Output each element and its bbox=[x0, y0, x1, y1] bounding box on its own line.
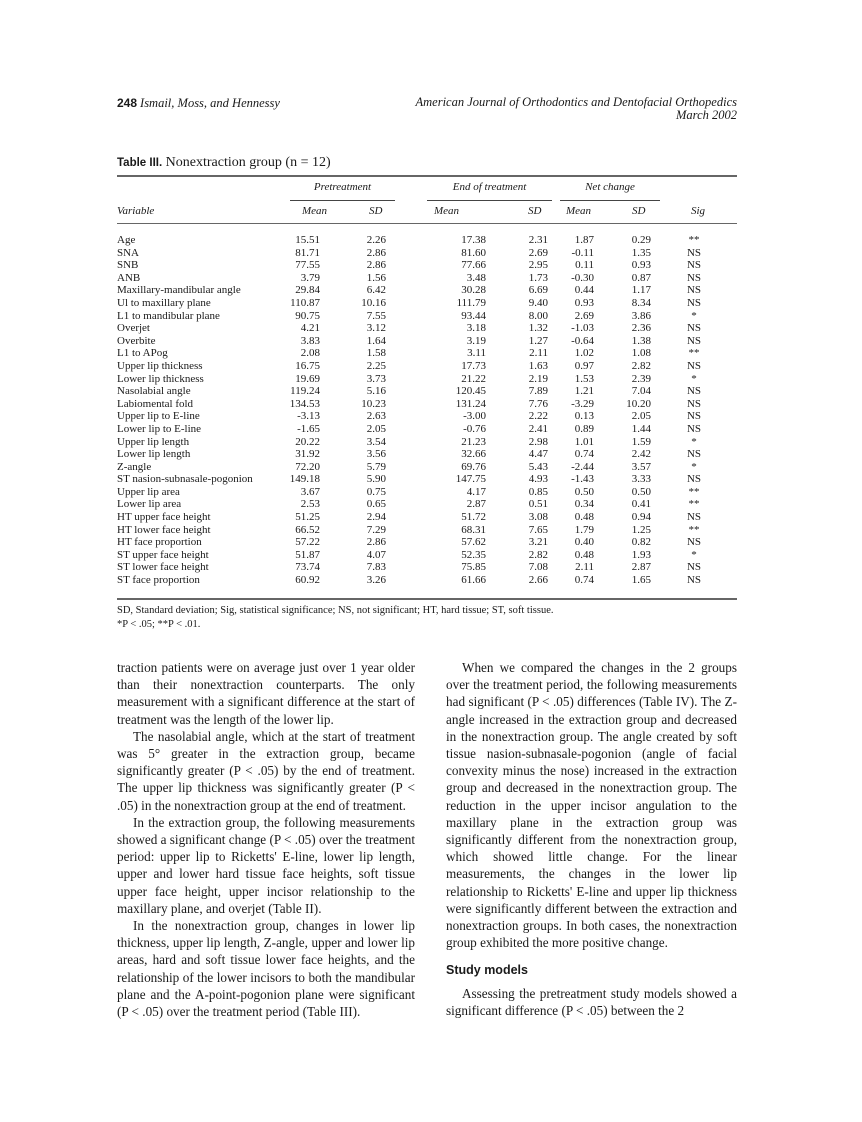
table-row bbox=[117, 549, 737, 562]
cell-end-sd: 1.73 bbox=[528, 271, 548, 284]
cell-sig: * bbox=[691, 435, 697, 448]
cell-pre-sd: 3.73 bbox=[366, 372, 386, 385]
cell-net-sd: 1.38 bbox=[631, 334, 651, 347]
cell-variable: HT lower face height bbox=[117, 523, 211, 536]
cell-variable: Lower lip thickness bbox=[117, 372, 204, 385]
cell-pre-mean: 110.87 bbox=[290, 296, 320, 309]
cell-net-sd: 3.33 bbox=[631, 473, 651, 486]
cell-sig: NS bbox=[686, 536, 702, 549]
cell-variable: Overbite bbox=[117, 334, 156, 347]
cell-sig: NS bbox=[686, 322, 702, 335]
cell-end-mean: 57.62 bbox=[461, 536, 486, 549]
cell-pre-mean: 57.22 bbox=[295, 536, 320, 549]
table-row bbox=[117, 410, 737, 423]
table-row bbox=[117, 461, 737, 474]
cell-pre-mean: 31.92 bbox=[295, 448, 320, 461]
cell-pre-sd: 1.56 bbox=[366, 271, 386, 284]
issue-date: March 2002 bbox=[676, 108, 737, 122]
cell-net-mean: 0.74 bbox=[574, 448, 594, 461]
cell-pre-mean: 20.22 bbox=[295, 435, 320, 448]
table-row bbox=[117, 398, 737, 411]
cell-net-sd: 1.25 bbox=[631, 523, 651, 536]
cell-pre-mean: 4.21 bbox=[300, 322, 320, 335]
cell-end-sd: 0.85 bbox=[528, 485, 548, 498]
cell-net-mean: 1.87 bbox=[574, 234, 594, 246]
cell-pre-sd: 0.65 bbox=[366, 498, 386, 511]
cell-end-mean: 93.44 bbox=[461, 309, 486, 322]
cell-end-sd: 3.08 bbox=[528, 511, 548, 524]
table-row bbox=[117, 335, 737, 348]
cell-end-mean: 3.48 bbox=[466, 271, 486, 284]
cell-pre-mean: 19.69 bbox=[295, 372, 320, 385]
cell-end-sd: 7.65 bbox=[528, 523, 548, 536]
cell-net-sd: 0.94 bbox=[631, 511, 651, 524]
cell-net-mean: 0.89 bbox=[574, 422, 594, 435]
cell-pre-mean: 2.53 bbox=[300, 498, 320, 511]
cell-end-mean: -3.00 bbox=[463, 410, 486, 423]
table-row bbox=[117, 234, 737, 247]
cell-end-mean: 17.73 bbox=[461, 359, 486, 372]
cell-net-mean: -0.64 bbox=[571, 334, 594, 347]
cell-end-sd: 2.41 bbox=[528, 422, 548, 435]
cell-end-mean: 30.28 bbox=[461, 284, 486, 297]
col-header-mean: Mean bbox=[302, 205, 328, 217]
col-header-sd: SD bbox=[632, 205, 646, 217]
cell-end-sd: 2.11 bbox=[529, 347, 548, 360]
cell-pre-mean: 119.24 bbox=[290, 385, 320, 398]
cell-pre-mean: 16.75 bbox=[295, 359, 320, 372]
cell-variable: ST upper face height bbox=[117, 548, 209, 561]
table-caption bbox=[117, 155, 331, 171]
cell-end-sd: 2.19 bbox=[528, 372, 548, 385]
cell-sig: NS bbox=[686, 284, 702, 297]
cell-pre-sd: 0.75 bbox=[366, 485, 386, 498]
journal-name: American Journal of Orthodontics and Dentofacial Orthopedics bbox=[415, 95, 737, 109]
table-row bbox=[117, 498, 737, 511]
cell-variable: L1 to APog bbox=[117, 347, 168, 360]
cell-end-sd: 2.69 bbox=[528, 246, 548, 259]
table-row bbox=[117, 385, 737, 398]
header-rule bbox=[117, 223, 737, 224]
table-row bbox=[117, 436, 737, 449]
group-rule bbox=[290, 200, 395, 201]
col-header-sd: SD bbox=[528, 205, 542, 217]
table-row bbox=[117, 360, 737, 373]
cell-end-sd: 2.22 bbox=[528, 410, 548, 423]
cell-pre-mean: 15.51 bbox=[295, 234, 320, 246]
group-rule bbox=[427, 200, 552, 201]
cell-pre-sd: 5.16 bbox=[366, 385, 386, 398]
cell-end-mean: 69.76 bbox=[461, 460, 486, 473]
cell-pre-mean: 51.87 bbox=[295, 548, 320, 561]
cell-net-mean: 0.34 bbox=[574, 498, 594, 511]
cell-variable: Lower lip to E-line bbox=[117, 422, 202, 435]
col-header-sd: SD bbox=[369, 205, 383, 217]
body-column-left bbox=[117, 659, 415, 1020]
paragraph: In the extraction group, the following measurements showed a significant change (P < .05) over the treatment period: upper lip to Ricketts' E-line, lower lip length, upper and lower hard tissue face heights, soft tissue upper face height, upper incisor relationship to the maxillary plane, and overjet (Table II). bbox=[117, 814, 415, 916]
group-header-end: End of treatment bbox=[452, 181, 527, 193]
cell-sig: NS bbox=[686, 259, 702, 272]
cell-net-sd: 0.87 bbox=[631, 271, 651, 284]
cell-sig: ** bbox=[688, 523, 700, 536]
cell-net-sd: 2.39 bbox=[631, 372, 651, 385]
authors: Ismail, Moss, and Hennessy bbox=[140, 96, 280, 110]
cell-end-sd: 1.27 bbox=[528, 334, 548, 347]
table-bottom-rule bbox=[117, 598, 737, 600]
cell-pre-mean: 3.83 bbox=[300, 334, 320, 347]
cell-sig: NS bbox=[686, 334, 702, 347]
cell-end-sd: 9.40 bbox=[528, 296, 548, 309]
cell-end-mean: 75.85 bbox=[461, 561, 486, 574]
cell-net-mean: 2.69 bbox=[574, 309, 594, 322]
cell-end-sd: 3.21 bbox=[528, 536, 548, 549]
cell-end-mean: 52.35 bbox=[461, 548, 486, 561]
cell-end-sd: 1.32 bbox=[528, 322, 548, 335]
cell-variable: Z-angle bbox=[117, 460, 152, 473]
cell-end-sd: 7.89 bbox=[528, 385, 548, 398]
footnote-abbreviations: SD, Standard deviation; Sig, statistical significance; NS, not significant; HT, hard tissue; ST, soft tissue. bbox=[117, 605, 554, 616]
cell-pre-sd: 5.79 bbox=[366, 460, 386, 473]
cell-net-sd: 7.04 bbox=[631, 385, 651, 398]
cell-net-mean: 1.02 bbox=[574, 347, 594, 360]
cell-net-sd: 3.86 bbox=[631, 309, 651, 322]
cell-pre-sd: 7.29 bbox=[366, 523, 386, 536]
cell-end-sd: 2.82 bbox=[528, 548, 548, 561]
cell-pre-mean: 149.18 bbox=[289, 473, 320, 486]
cell-end-mean: 32.66 bbox=[461, 448, 486, 461]
footnote-significance: *P < .05; **P < .01. bbox=[117, 619, 201, 630]
cell-end-mean: 4.17 bbox=[466, 485, 486, 498]
cell-pre-mean: 3.79 bbox=[300, 271, 320, 284]
cell-net-sd: 1.59 bbox=[631, 435, 651, 448]
cell-net-sd: 10.20 bbox=[626, 397, 651, 410]
cell-variable: Lower lip area bbox=[117, 498, 182, 511]
cell-pre-sd: 10.23 bbox=[361, 397, 386, 410]
cell-sig: NS bbox=[686, 397, 702, 410]
cell-end-mean: 147.75 bbox=[455, 473, 486, 486]
cell-pre-sd: 2.86 bbox=[366, 259, 386, 272]
cell-pre-sd: 1.64 bbox=[366, 334, 386, 347]
cell-end-sd: 5.43 bbox=[528, 460, 548, 473]
cell-pre-mean: -1.65 bbox=[297, 422, 320, 435]
cell-end-mean: 120.45 bbox=[455, 385, 486, 398]
cell-pre-sd: 3.54 bbox=[366, 435, 386, 448]
cell-variable: SNB bbox=[117, 259, 139, 272]
table-row bbox=[117, 310, 737, 323]
cell-end-mean: 61.66 bbox=[461, 574, 486, 587]
cell-end-mean: 3.11 bbox=[467, 347, 486, 360]
cell-net-mean: 2.11 bbox=[575, 561, 594, 574]
cell-sig: NS bbox=[686, 448, 702, 461]
cell-net-sd: 1.08 bbox=[631, 347, 651, 360]
cell-net-mean: 0.97 bbox=[574, 359, 594, 372]
table-row bbox=[117, 272, 737, 285]
cell-net-mean: -2.44 bbox=[571, 460, 594, 473]
cell-net-sd: 0.29 bbox=[631, 234, 651, 246]
cell-variable: ST nasion-subnasale-pogonion bbox=[117, 473, 253, 486]
cell-pre-mean: 3.67 bbox=[300, 485, 320, 498]
cell-pre-mean: 81.71 bbox=[295, 246, 320, 259]
table-row bbox=[117, 322, 737, 335]
cell-variable: SNA bbox=[117, 246, 140, 259]
cell-sig: * bbox=[691, 372, 697, 385]
table-row bbox=[117, 297, 737, 310]
cell-sig: NS bbox=[686, 422, 702, 435]
table-top-rule bbox=[117, 175, 737, 177]
cell-net-sd: 0.41 bbox=[631, 498, 651, 511]
cell-pre-sd: 2.94 bbox=[366, 511, 386, 524]
cell-net-sd: 1.35 bbox=[631, 246, 651, 259]
cell-net-sd: 2.05 bbox=[631, 410, 651, 423]
cell-end-sd: 7.08 bbox=[528, 561, 548, 574]
cell-net-mean: 1.79 bbox=[574, 523, 594, 536]
cell-net-mean: -1.03 bbox=[571, 322, 594, 335]
cell-variable: HT upper face height bbox=[117, 511, 211, 524]
cell-net-mean: 0.44 bbox=[574, 284, 594, 297]
cell-pre-sd: 2.26 bbox=[366, 234, 386, 246]
cell-end-mean: 51.72 bbox=[461, 511, 486, 524]
cell-variable: Upper lip area bbox=[117, 485, 180, 498]
table-row bbox=[117, 448, 737, 461]
cell-variable: Labiomental fold bbox=[117, 397, 194, 410]
group-rule bbox=[560, 200, 660, 201]
cell-pre-sd: 10.16 bbox=[361, 296, 386, 309]
cell-net-mean: 0.93 bbox=[574, 296, 594, 309]
cell-end-mean: 2.87 bbox=[466, 498, 486, 511]
cell-net-sd: 8.34 bbox=[631, 296, 651, 309]
cell-pre-mean: 77.55 bbox=[295, 259, 320, 272]
cell-pre-sd: 3.26 bbox=[366, 574, 386, 587]
table-row bbox=[117, 511, 737, 524]
cell-sig: ** bbox=[688, 498, 700, 511]
cell-net-sd: 1.44 bbox=[631, 422, 651, 435]
cell-pre-mean: 51.25 bbox=[295, 511, 320, 524]
cell-variable: Overjet bbox=[117, 322, 150, 335]
col-header-variable: Variable bbox=[117, 205, 155, 217]
cell-net-sd: 3.57 bbox=[631, 460, 651, 473]
running-header-right bbox=[416, 96, 738, 122]
cell-variable: Lower lip length bbox=[117, 448, 191, 461]
cell-pre-sd: 2.63 bbox=[366, 410, 386, 423]
cell-net-mean: 1.21 bbox=[574, 385, 594, 398]
cell-end-sd: 0.51 bbox=[528, 498, 548, 511]
cell-sig: ** bbox=[688, 234, 700, 246]
cell-variable: ANB bbox=[117, 271, 141, 284]
cell-sig: NS bbox=[686, 410, 702, 423]
cell-variable: HT face proportion bbox=[117, 536, 202, 549]
cell-pre-mean: 66.52 bbox=[295, 523, 320, 536]
cell-pre-sd: 4.07 bbox=[366, 548, 386, 561]
cell-net-mean: 1.01 bbox=[574, 435, 594, 448]
cell-sig: NS bbox=[686, 385, 702, 398]
cell-pre-mean: 73.74 bbox=[295, 561, 320, 574]
table-row bbox=[117, 524, 737, 537]
cell-pre-mean: -3.13 bbox=[297, 410, 320, 423]
cell-net-sd: 2.82 bbox=[631, 359, 651, 372]
cell-pre-sd: 2.05 bbox=[366, 422, 386, 435]
table-row bbox=[117, 561, 737, 574]
cell-variable: Nasolabial angle bbox=[117, 385, 191, 398]
cell-net-mean: 1.53 bbox=[574, 372, 594, 385]
cell-sig: NS bbox=[686, 359, 702, 372]
cell-end-mean: 3.18 bbox=[466, 322, 486, 335]
cell-pre-sd: 3.56 bbox=[366, 448, 386, 461]
cell-end-mean: 21.22 bbox=[461, 372, 486, 385]
cell-sig: * bbox=[691, 460, 697, 473]
group-header-pretreatment: Pretreatment bbox=[313, 181, 372, 193]
page-number: 248 bbox=[117, 96, 138, 110]
cell-net-mean: 0.13 bbox=[574, 410, 594, 423]
cell-sig: NS bbox=[686, 246, 702, 259]
table-label: Table III. bbox=[117, 157, 163, 169]
cell-net-sd: 2.87 bbox=[631, 561, 651, 574]
table-row bbox=[117, 473, 737, 486]
cell-net-sd: 0.93 bbox=[631, 259, 651, 272]
cell-end-mean: 131.24 bbox=[455, 397, 486, 410]
cell-pre-sd: 7.83 bbox=[366, 561, 386, 574]
group-header-net: Net change bbox=[585, 181, 635, 193]
cell-end-sd: 2.31 bbox=[528, 234, 548, 246]
cell-pre-sd: 3.12 bbox=[366, 322, 386, 335]
cell-sig: * bbox=[691, 548, 697, 561]
cell-variable: Maxillary-mandibular angle bbox=[117, 284, 241, 297]
cell-end-sd: 2.66 bbox=[528, 574, 548, 587]
cell-variable: ST face proportion bbox=[117, 574, 200, 587]
cell-end-sd: 4.47 bbox=[528, 448, 548, 461]
cell-sig: ** bbox=[688, 485, 700, 498]
table-row bbox=[117, 574, 737, 587]
cell-pre-mean: 29.84 bbox=[295, 284, 320, 297]
section-heading: Study models bbox=[446, 963, 528, 978]
table-row bbox=[117, 536, 737, 549]
cell-pre-mean: 90.75 bbox=[295, 309, 320, 322]
cell-end-sd: 7.76 bbox=[528, 397, 548, 410]
cell-pre-mean: 72.20 bbox=[295, 460, 320, 473]
body-column-right bbox=[446, 659, 737, 1019]
cell-end-sd: 6.69 bbox=[528, 284, 548, 297]
cell-sig: NS bbox=[686, 574, 702, 587]
cell-net-mean: 0.74 bbox=[574, 574, 594, 587]
cell-net-mean: 0.40 bbox=[574, 536, 594, 549]
cell-net-sd: 1.17 bbox=[631, 284, 651, 297]
cell-net-sd: 2.36 bbox=[631, 322, 651, 335]
cell-sig: NS bbox=[686, 473, 702, 486]
cell-end-mean: 81.60 bbox=[461, 246, 486, 259]
cell-net-mean: -1.43 bbox=[571, 473, 594, 486]
cell-variable: Upper lip thickness bbox=[117, 359, 203, 372]
cell-sig: NS bbox=[686, 296, 702, 309]
cell-pre-sd: 2.25 bbox=[366, 359, 386, 372]
table-row bbox=[117, 284, 737, 297]
col-header-sig: Sig bbox=[691, 205, 706, 217]
table-title: Nonextraction group (n = 12) bbox=[165, 155, 331, 170]
cell-net-sd: 1.93 bbox=[631, 548, 651, 561]
table-row bbox=[117, 486, 737, 499]
cell-pre-sd: 6.42 bbox=[366, 284, 386, 297]
cell-net-mean: 0.48 bbox=[574, 548, 594, 561]
cell-pre-sd: 7.55 bbox=[366, 309, 386, 322]
cell-sig: NS bbox=[686, 271, 702, 284]
col-header-mean: Mean bbox=[434, 205, 460, 217]
paragraph: Assessing the pretreatment study models showed a significant difference (P < .05) between the 2 bbox=[446, 985, 737, 1018]
cell-end-mean: 3.19 bbox=[466, 334, 486, 347]
cell-sig: NS bbox=[686, 511, 702, 524]
cell-pre-mean: 60.92 bbox=[295, 574, 320, 587]
table-row bbox=[117, 347, 737, 360]
cell-variable: Ul to maxillary plane bbox=[117, 296, 211, 309]
cell-end-mean: 77.66 bbox=[461, 259, 486, 272]
table-row bbox=[117, 423, 737, 436]
cell-pre-mean: 134.53 bbox=[289, 397, 320, 410]
paragraph: traction patients were on average just over 1 year older than their nonextraction counterparts. The only measurement with a significant difference at the start of treatment was the length of the lower lip. bbox=[117, 660, 415, 727]
paragraph: The nasolabial angle, which at the start of treatment was 5° greater in the extraction group, became significantly greater (P < .05) by the end of treatment. The upper lip thickness was significantly greater (P < .05) in the nonextraction group at the end of treatment. bbox=[117, 728, 415, 813]
table-footnotes bbox=[117, 604, 553, 632]
cell-end-mean: 21.23 bbox=[461, 435, 486, 448]
col-header-mean: Mean bbox=[566, 205, 592, 217]
cell-pre-sd: 1.58 bbox=[366, 347, 386, 360]
cell-pre-sd: 2.86 bbox=[366, 246, 386, 259]
cell-net-mean: 0.50 bbox=[574, 485, 594, 498]
table-row bbox=[117, 247, 737, 260]
cell-net-mean: 0.48 bbox=[574, 511, 594, 524]
cell-sig: ** bbox=[688, 347, 700, 360]
cell-net-sd: 2.42 bbox=[631, 448, 651, 461]
cell-variable: Upper lip to E-line bbox=[117, 410, 200, 423]
cell-pre-sd: 2.86 bbox=[366, 536, 386, 549]
table-row bbox=[117, 373, 737, 386]
cell-variable: Age bbox=[117, 234, 136, 246]
cell-net-sd: 1.65 bbox=[631, 574, 651, 587]
paragraph: In the nonextraction group, changes in lower lip thickness, upper lip length, Z-angle, upper and lower lip areas, hard and soft tissue lower face heights, and the relationship of the lower incisors to both the mandibular plane and the A-point-pogonion plane were significant (P < .05) over the treatment period (Table III). bbox=[117, 918, 415, 1020]
cell-net-mean: -0.11 bbox=[571, 246, 594, 259]
cell-pre-mean: 2.08 bbox=[300, 347, 320, 360]
cell-net-mean: -3.29 bbox=[571, 397, 594, 410]
cell-pre-sd: 5.90 bbox=[366, 473, 386, 486]
table-row bbox=[117, 259, 737, 272]
cell-net-sd: 0.82 bbox=[631, 536, 651, 549]
cell-end-mean: 17.38 bbox=[461, 234, 486, 246]
running-header-left bbox=[117, 96, 280, 111]
cell-variable: ST lower face height bbox=[117, 561, 209, 574]
cell-variable: L1 to mandibular plane bbox=[117, 309, 220, 322]
cell-end-sd: 2.95 bbox=[528, 259, 548, 272]
cell-end-sd: 4.93 bbox=[528, 473, 548, 486]
cell-end-sd: 2.98 bbox=[528, 435, 548, 448]
cell-end-sd: 1.63 bbox=[528, 359, 548, 372]
cell-sig: NS bbox=[686, 561, 702, 574]
cell-end-mean: 111.79 bbox=[456, 296, 486, 309]
paragraph: When we compared the changes in the 2 groups over the treatment period, the following measurements had significant (P < .05) differences (Table IV). The Z-angle increased in the extraction group and decreased in the nonextraction group. The angle created by soft tissue nasion-subnasale-pogonion (angle of facial convexity minus the nose) increased in the extraction group and decreased in the nonextraction group. The reduction in the upper incisor angulation to the maxillary plane in the extraction group was significantly different from the nonextraction group, which showed little change. For the linear measurements, the changes in the lower lip relationship to Ricketts' E-line and upper lip thickness were significantly different between the extraction and nonextraction groups. In both cases, the nonextraction group exhibited the more positive change. bbox=[446, 660, 737, 951]
data-table bbox=[117, 234, 737, 587]
cell-net-sd: 0.50 bbox=[631, 485, 651, 498]
cell-end-mean: -0.76 bbox=[463, 422, 486, 435]
cell-end-sd: 8.00 bbox=[528, 309, 548, 322]
cell-net-mean: -0.30 bbox=[571, 271, 594, 284]
cell-sig: * bbox=[691, 309, 697, 322]
cell-net-mean: 0.11 bbox=[575, 259, 594, 272]
cell-end-mean: 68.31 bbox=[461, 523, 486, 536]
cell-variable: Upper lip length bbox=[117, 435, 190, 448]
